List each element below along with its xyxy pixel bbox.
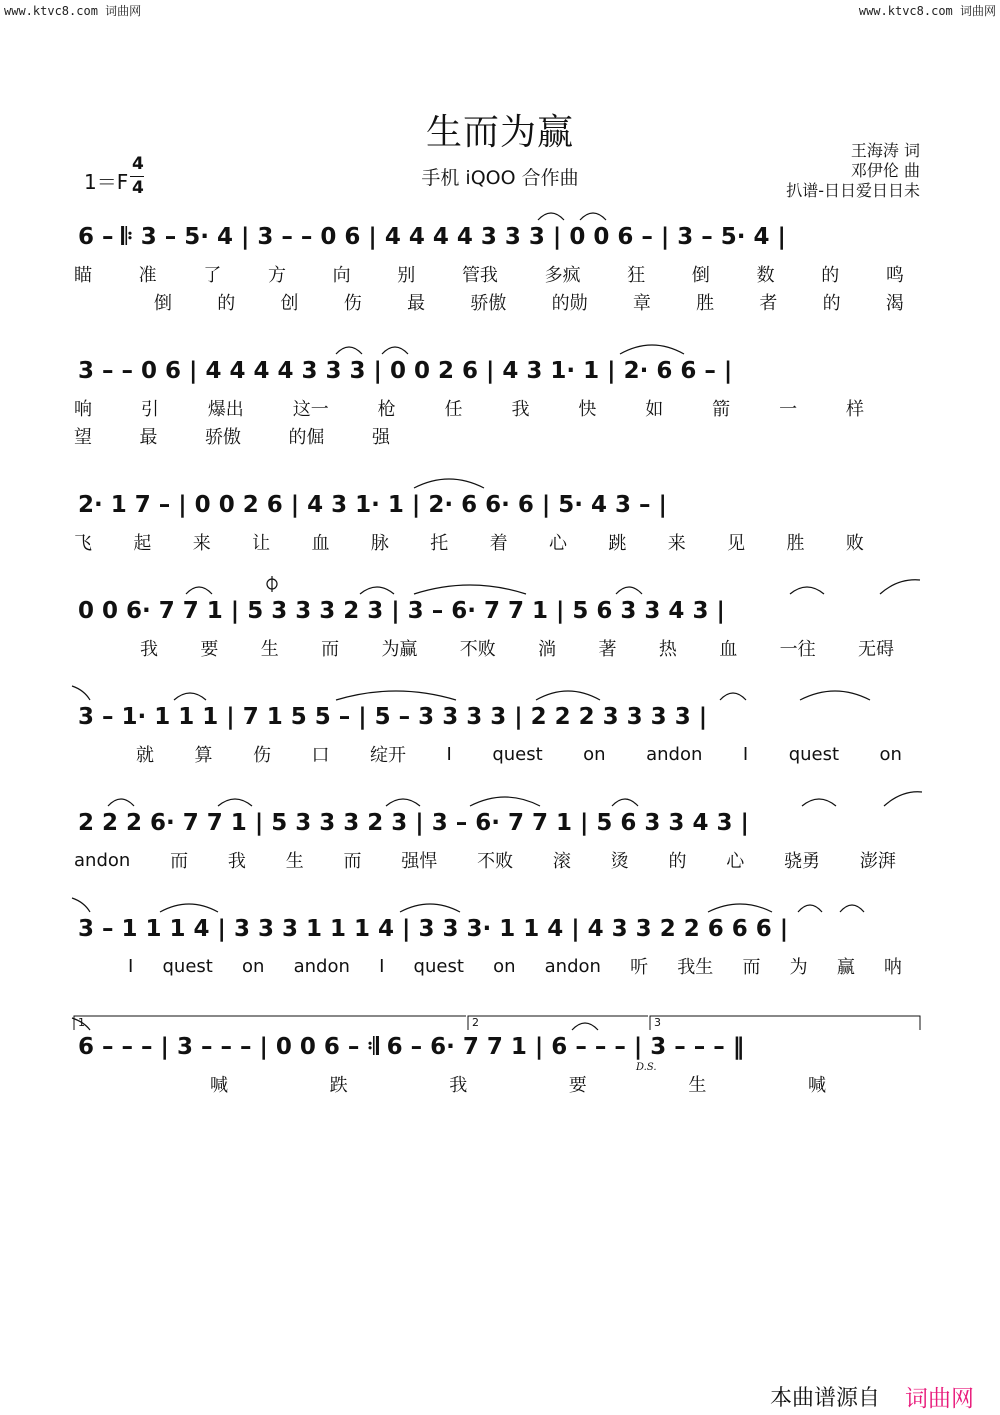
slur-arc <box>708 904 772 912</box>
lyric-word: 别 <box>397 265 416 286</box>
lyric-word: quest <box>162 955 213 977</box>
lyric-word: 的 <box>668 851 687 872</box>
lyric-word: 心 <box>549 533 567 554</box>
lyric-word: 创 <box>280 293 299 314</box>
slur-arc <box>218 799 252 806</box>
slur-arc <box>620 345 684 354</box>
lyric-word: 生 <box>285 851 304 872</box>
lyric-word: 起 <box>133 533 152 554</box>
score-line: 6 – 𝄆 3 – 5· 4 | 3 – – 0 6 | 4 4 4 4 3 3 3 | 0 0 6 – | 3 – 5· 4 | <box>78 224 786 250</box>
lyric-word: andon <box>74 849 131 871</box>
lyric-word: 胜 <box>786 533 805 554</box>
lyric-word: 赢 <box>836 957 855 978</box>
lyric-word: 鸣 <box>885 265 904 286</box>
lyric-word: 伤 <box>343 293 362 314</box>
lyric-word: 不败 <box>477 851 514 872</box>
lyric-word: 绽开 <box>370 745 406 766</box>
slur-arc <box>840 905 864 912</box>
lyric-word: 如 <box>645 399 664 420</box>
slur-arc <box>798 905 822 912</box>
slur-arc <box>880 580 920 594</box>
lyric-word: 骁勇 <box>784 851 821 872</box>
lyric-word: 而 <box>343 851 362 872</box>
footer-source-text: 本曲谱源自 <box>770 1386 881 1411</box>
slur-arc <box>72 686 90 700</box>
slur-arc <box>174 693 206 700</box>
lyric-word: 的 <box>821 265 840 286</box>
lyric-word: 心 <box>726 851 745 872</box>
lyric-word: 就 <box>136 745 154 766</box>
lyric-word: 烫 <box>610 851 629 872</box>
lyric-word: 而 <box>742 957 761 978</box>
score-line: 2· 1 7 – | 0 0 2 6 | 4 3 1· 1 | 2· 6 6· 6 | 5· 4 3 – | <box>78 492 667 518</box>
lyric-word: 听 <box>630 957 649 978</box>
volta-bracket-1 <box>74 1016 466 1030</box>
lyric-word: 血 <box>719 639 738 660</box>
lyric-word: 一 <box>779 399 798 420</box>
lyric-word: 跳 <box>608 533 627 554</box>
lyric-word: 强悍 <box>401 851 438 872</box>
slur-arc <box>800 691 870 700</box>
slur-arc <box>470 797 540 806</box>
lyric-word: 强 <box>372 427 390 448</box>
lyric-word: 渴 <box>885 293 904 314</box>
lyric-word: 呐 <box>883 957 902 978</box>
lyric-word: I <box>446 743 452 765</box>
time-signature-bottom: 4 <box>132 178 144 198</box>
key-signature: 1＝F <box>84 170 129 194</box>
lyric-word: 我 <box>140 639 158 660</box>
lyric-word: 喊 <box>210 1075 228 1096</box>
lyric-word: 血 <box>311 533 330 554</box>
lyric-word: I <box>379 955 385 977</box>
lyric-word: 不败 <box>459 639 496 660</box>
lyric-word: 枪 <box>377 399 396 420</box>
lyric-word: 准 <box>138 265 157 286</box>
lyric-word: 向 <box>332 265 351 286</box>
lyric-word: 为赢 <box>381 639 418 660</box>
lyric-word: 要 <box>200 639 219 660</box>
site-watermark-left: www.ktvc8.com 词曲网 <box>4 4 142 18</box>
lyric-word: 伤 <box>253 745 271 766</box>
ds-mark: D.S. <box>636 1062 657 1073</box>
lyric-word: 数 <box>756 265 775 286</box>
ending-3-mark: 3 <box>654 1016 661 1029</box>
song-subtitle: 手机 iQOO 合作曲 <box>421 167 579 189</box>
slur-arc <box>536 691 600 700</box>
lyric-word: on <box>242 955 265 977</box>
slur-arc <box>160 904 218 912</box>
lyric-word: quest <box>788 743 840 765</box>
lyric-word: 淌 <box>538 639 557 660</box>
lyric-word: 狂 <box>627 265 646 286</box>
lyric-word: 这一 <box>292 399 329 420</box>
slur-arc <box>612 799 638 806</box>
slur-arc <box>382 347 408 354</box>
lyric-word: quest <box>492 743 543 765</box>
lyric-word: 骄傲 <box>205 427 241 448</box>
lyric-word: on <box>583 743 606 765</box>
lyric-word: 澎湃 <box>859 851 896 872</box>
lyric-word: 托 <box>430 533 449 554</box>
slur-arc <box>400 904 460 912</box>
lyric-word: 让 <box>252 533 271 554</box>
slur-arc <box>72 898 90 912</box>
lyric-word: I <box>128 955 134 977</box>
lyric-word: 瞄 <box>74 265 92 286</box>
score-line: 0 0 6· 7 7 1 | 5 3 3 3 2 3 | 3 – 6· 7 7 1 | 5 6 3 3 4 3 | <box>78 598 725 624</box>
lyric-word: 而 <box>321 639 340 660</box>
lyric-word: 着 <box>489 533 508 554</box>
lyric-word: 败 <box>845 533 864 554</box>
lyric-word: 多疯 <box>544 265 581 286</box>
slur-arc <box>572 1023 598 1030</box>
lyric-word: 倒 <box>154 293 172 314</box>
lyric-word: 我生 <box>677 957 714 978</box>
lyric-word: 响 <box>74 399 92 420</box>
lyric-word: 样 <box>845 399 864 420</box>
lyric-word: 生 <box>260 639 279 660</box>
slur-arc <box>414 585 526 594</box>
slur-arc <box>386 799 420 806</box>
lyric-word: on <box>493 955 516 977</box>
lyric-word: 方 <box>267 265 286 286</box>
lyric-word: 我 <box>227 851 246 872</box>
slur-arc <box>72 1018 90 1030</box>
lyric-word: quest <box>413 955 464 977</box>
slur-arc <box>108 799 134 806</box>
lyric-word: 爆出 <box>207 399 244 420</box>
transcriber-credit: 扒谱-日日爱日日未 <box>786 181 920 200</box>
ending-1-mark: 1 <box>78 1016 85 1029</box>
slur-arc <box>616 587 642 594</box>
lyric-word: 无碍 <box>857 639 894 660</box>
lyric-word: 任 <box>444 399 463 420</box>
lyric-word: 来 <box>192 533 211 554</box>
lyric-word: 望 <box>74 427 92 448</box>
score-line: 3 – 1· 1 1 1 | 7 1 5 5 – | 5 – 3 3 3 3 | 2 2 2 3 3 3 3 | <box>78 704 708 730</box>
lyric-word: 脉 <box>370 533 389 554</box>
score-line: 3 – – 0 6 | 4 4 4 4 3 3 3 | 0 0 2 6 | 4 3 1· 1 | 2· 6 6 – | <box>78 358 733 384</box>
slur-arc <box>884 792 922 806</box>
lyric-word: 口 <box>311 745 330 766</box>
composer-credit: 邓伊伦 曲 <box>850 161 920 180</box>
lyric-word: andon <box>293 955 350 977</box>
slur-arc <box>360 587 394 594</box>
lyric-word: 而 <box>170 851 189 872</box>
lyric-word: 倒 <box>691 265 710 286</box>
lyric-word: on <box>879 743 902 765</box>
lyric-word: 者 <box>759 293 778 314</box>
lyric-word: 管我 <box>461 265 498 286</box>
lyric-word: 了 <box>203 265 222 286</box>
lyric-word: 跌 <box>329 1075 348 1096</box>
time-signature-top: 4 <box>132 154 144 174</box>
segno-icon <box>267 576 277 592</box>
slur-arc <box>538 213 564 220</box>
lyric-word: 一往 <box>779 639 816 660</box>
lyric-word: andon <box>544 955 601 977</box>
slur-arc <box>336 347 362 354</box>
lyric-word: 我 <box>449 1075 468 1096</box>
score-line: 3 – 1 1 1 4 | 3 3 3 1 1 1 4 | 3 3 3· 1 1 4 | 4 3 3 2 2 6 6 6 | <box>78 916 789 942</box>
slur-arc <box>336 691 456 700</box>
slur-arc <box>186 587 212 594</box>
lyric-word: 著 <box>598 639 617 660</box>
lyric-word: 骄傲 <box>470 293 507 314</box>
lyric-word: 的勋 <box>551 293 588 314</box>
score-line: 2 2 2 6· 7 7 1 | 5 3 3 3 2 3 | 3 – 6· 7 7 1 | 5 6 3 3 4 3 | <box>78 810 749 836</box>
song-title: 生而为赢 <box>425 112 574 153</box>
lyric-word: 为 <box>789 957 808 978</box>
lyric-word: 胜 <box>696 293 715 314</box>
slur-arc <box>580 213 606 220</box>
slur-arc <box>790 587 824 594</box>
lyric-word: 引 <box>140 399 159 420</box>
slur-arc <box>414 479 484 488</box>
lyric-word: 箭 <box>712 399 731 420</box>
lyric-word: 要 <box>568 1075 587 1096</box>
lyric-word: 最 <box>139 427 158 448</box>
lyric-word: 滚 <box>552 851 571 872</box>
lyric-word: I <box>742 743 749 765</box>
site-watermark-right: www.ktvc8.com 词曲网 <box>858 4 996 18</box>
score-line: 6 – – – | 3 – – – | 0 0 6 – 𝄇 6 – 6· 7 7 1 | 6 – – – | 3 – – – ‖ <box>78 1034 745 1060</box>
lyric-word: 我 <box>511 399 530 420</box>
lyric-word: 算 <box>194 745 213 766</box>
lyricist-credit: 王海涛 词 <box>850 141 920 160</box>
lyric-word: 的倔 <box>288 427 325 448</box>
volta-bracket-2 <box>468 1016 648 1030</box>
lyric-word: 章 <box>632 293 651 314</box>
slur-arc <box>720 693 746 700</box>
volta-bracket-3 <box>650 1016 920 1030</box>
lyric-word: 飞 <box>74 533 92 554</box>
lyric-word: 喊 <box>807 1075 826 1096</box>
ending-2-mark: 2 <box>472 1016 479 1029</box>
lyric-word: 快 <box>578 399 597 420</box>
lyric-word: 的 <box>822 293 841 314</box>
lyric-word: 生 <box>688 1075 707 1096</box>
lyric-word: 来 <box>667 533 686 554</box>
lyric-word: 的 <box>217 293 236 314</box>
footer-brand-logo: 词曲网 <box>905 1386 974 1412</box>
slur-arc <box>802 799 836 806</box>
lyric-word: andon <box>646 743 703 765</box>
lyric-word: 热 <box>658 639 677 660</box>
lyric-word: 最 <box>407 293 426 314</box>
lyric-word: 见 <box>727 533 746 554</box>
